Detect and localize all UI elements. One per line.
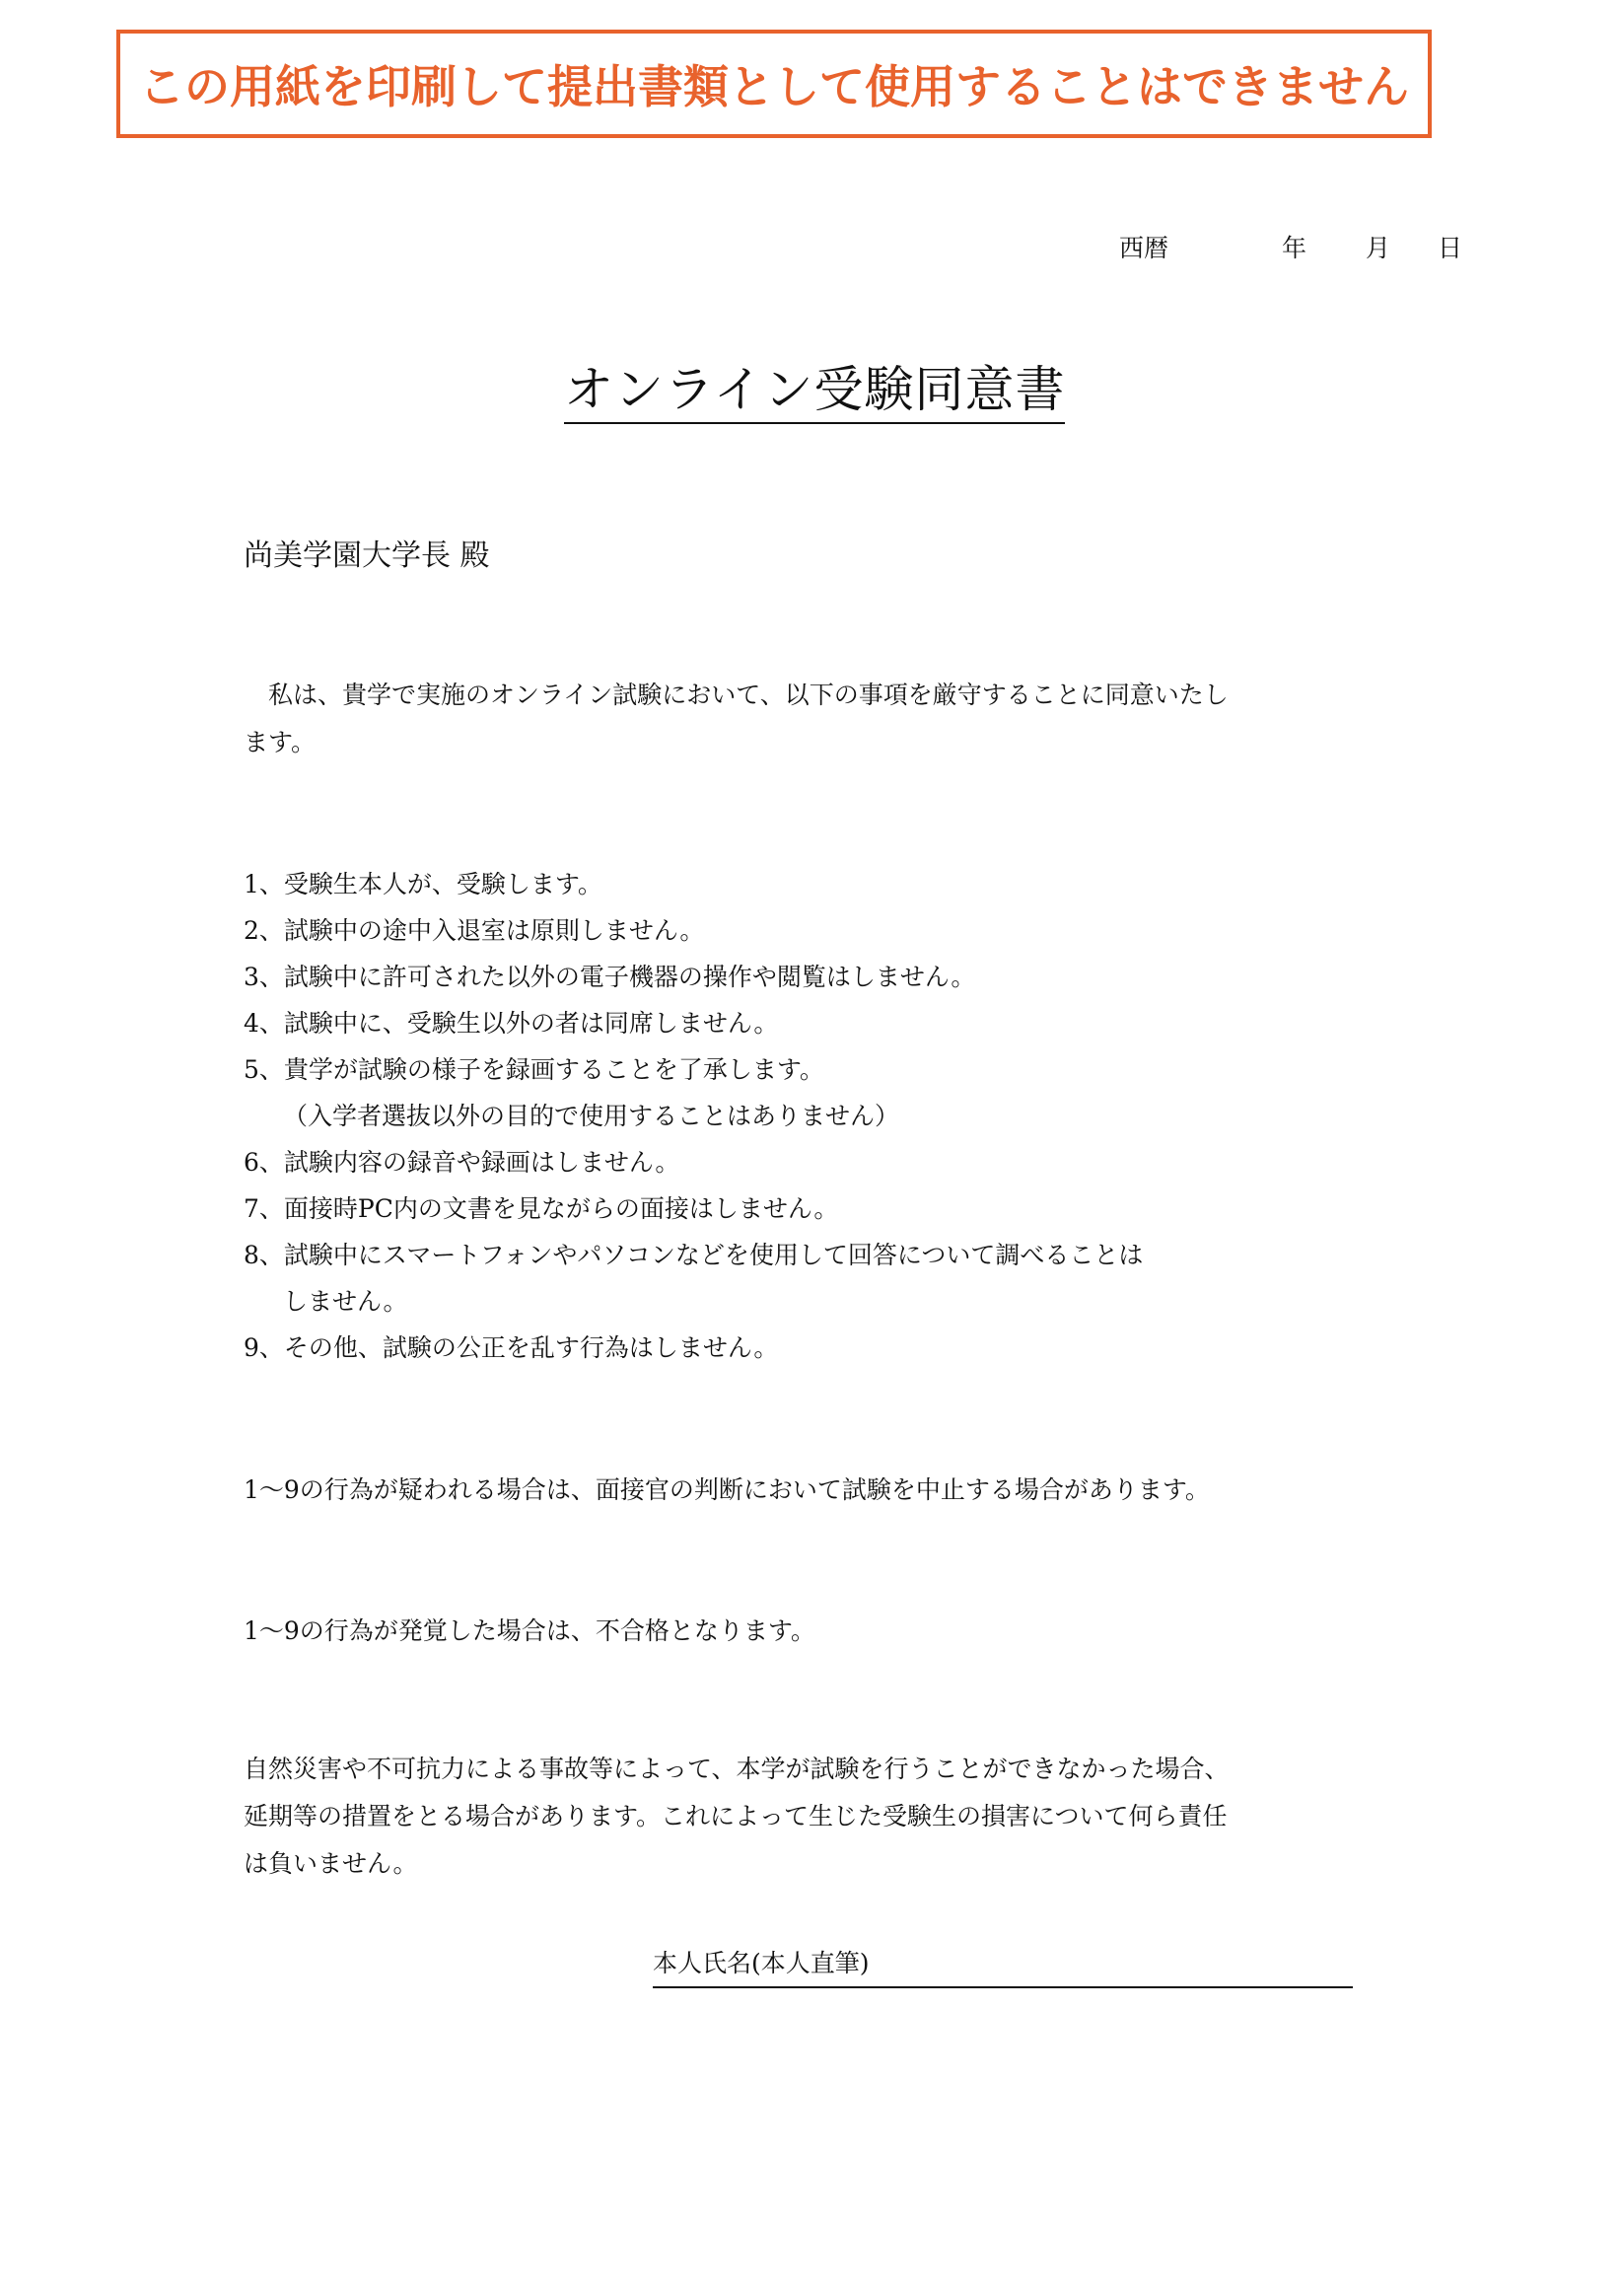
- agreement-items-list: [244, 861, 1348, 1371]
- agreement-item-5: 5、貴学が試験の様子を録画することを了承します。: [244, 1055, 824, 1084]
- disqualification-note: 1～9の行為が発覚した場合は、不合格となります。: [244, 1616, 815, 1645]
- agreement-item-2: 2、試験中の途中入退室は原則しません。: [244, 916, 705, 945]
- agreement-item-5-note: （入学者選抜以外の目的で使用することはありません）: [283, 1102, 900, 1130]
- print-warning-text: この用紙を印刷して提出書類として使用することはできません: [139, 60, 1409, 113]
- date-era-label: 西暦: [1119, 234, 1169, 262]
- suspension-note: 1～9の行為が疑われる場合は、面接官の判断において試験を中止する場合があります。: [244, 1475, 1210, 1504]
- date-day-label: 日: [1438, 234, 1463, 262]
- document-title: オンライン受験同意書: [564, 357, 1065, 424]
- addressee: 尚美学園大学長 殿: [244, 538, 490, 573]
- date-month-label: 月: [1366, 234, 1391, 262]
- agreement-item-8: 8、試験中にスマートフォンやパソコンなどを使用して回答について調べることは: [244, 1241, 1144, 1269]
- agreement-item-4: 4、試験中に、受験生以外の者は同席しません。: [244, 1009, 779, 1038]
- agreement-item-6: 6、試験内容の録音や録画はしません。: [244, 1148, 680, 1177]
- agreement-item-7: 7、面接時PC内の文書を見ながらの面接はしません。: [244, 1194, 839, 1223]
- intro-paragraph: 私は、貴学で実施のオンライン試験において、以下の事項を厳守することに同意いたし ます。: [244, 681, 1229, 756]
- print-warning-banner: [116, 30, 1432, 138]
- date-year-label: 年: [1282, 234, 1307, 262]
- signature-line: [653, 1941, 1353, 1988]
- agreement-item-9: 9、その他、試験の公正を乱す行為はしません。: [244, 1333, 779, 1362]
- agreement-item-3: 3、試験中に許可された以外の電子機器の操作や閲覧はしません。: [244, 963, 976, 991]
- agreement-item-1: 1、受験生本人が、受験します。: [244, 870, 602, 898]
- force-majeure-note: 自然災害や不可抗力による事故等によって、本学が試験を行うことができなかった場合、 延期等の措置をとる場合があります。これによって生じた受験生の損害について何ら責任 は負いません。: [244, 1755, 1230, 1878]
- agreement-item-8-continued: しません。: [283, 1287, 408, 1316]
- signature-label: 本人氏名(本人直筆): [653, 1949, 870, 1977]
